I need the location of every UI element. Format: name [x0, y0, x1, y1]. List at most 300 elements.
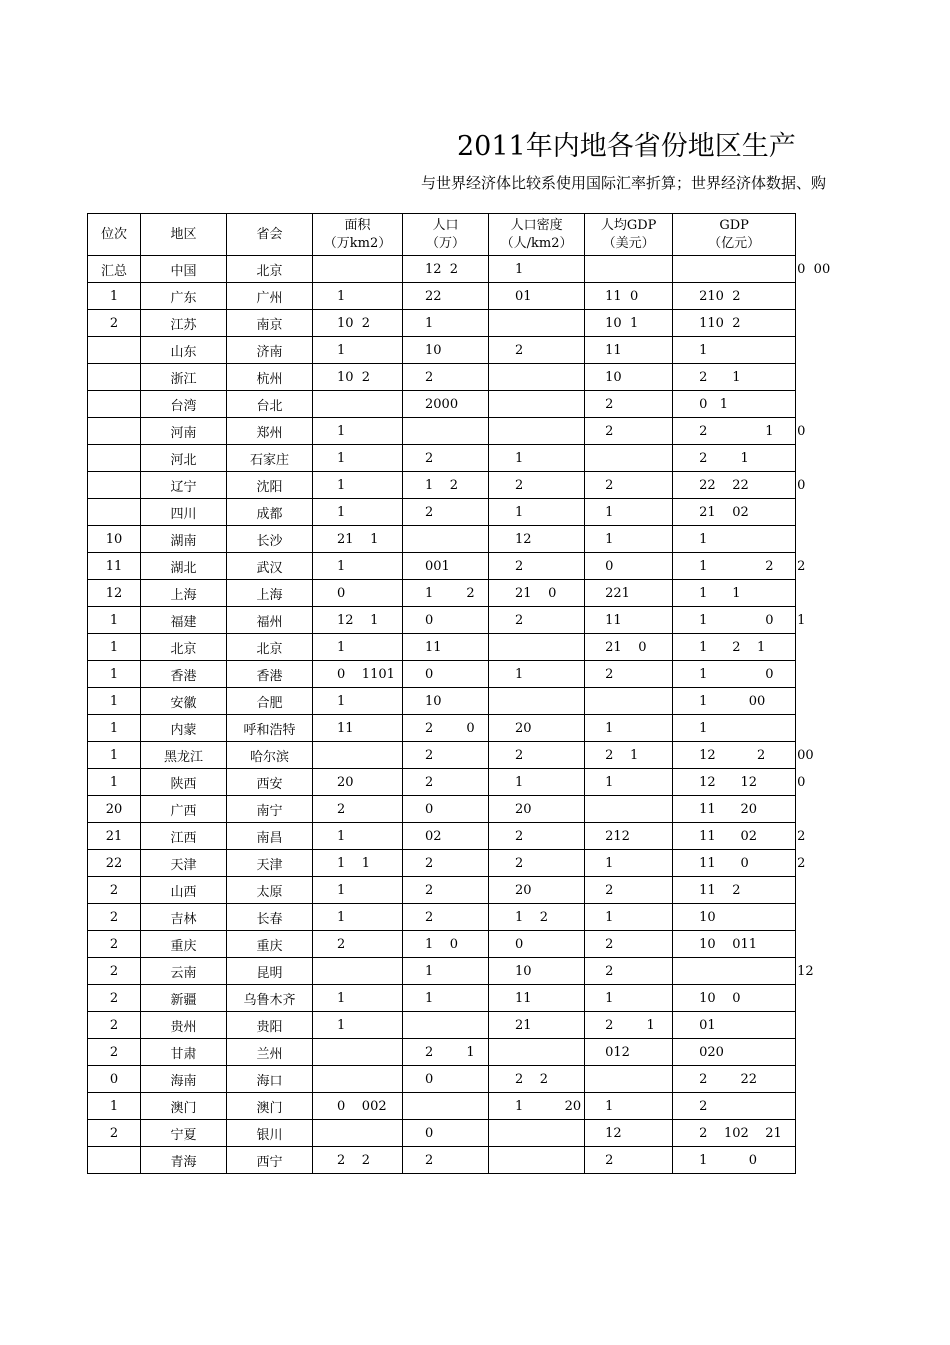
- cell-area: 1: [313, 634, 403, 661]
- cell-population: 0: [403, 661, 489, 688]
- cell-area: 0: [313, 580, 403, 607]
- cell-capital: 台北: [227, 391, 313, 418]
- cell-capital: 呼和浩特: [227, 715, 313, 742]
- cell-area: 1: [313, 553, 403, 580]
- cell-region: 湖北: [141, 553, 227, 580]
- col-header-gdp: [673, 214, 796, 256]
- cell-density: 20: [489, 877, 585, 904]
- cell-region: 河南: [141, 418, 227, 445]
- cell-region: 新疆: [141, 985, 227, 1012]
- cell-population: 1: [403, 985, 489, 1012]
- table-row: [88, 472, 796, 499]
- cell-gdp-per-capita: [585, 256, 673, 283]
- cell-population: 2 0: [403, 715, 489, 742]
- cell-density: [489, 1147, 585, 1174]
- gdp-value: 10: [699, 909, 716, 925]
- cell-region: 云南: [141, 958, 227, 985]
- cell-area: [313, 958, 403, 985]
- gdp-value: 2 102 21: [699, 1125, 782, 1141]
- cell-region: 吉林: [141, 904, 227, 931]
- cell-population: 2: [403, 1147, 489, 1174]
- cell-area: [313, 1039, 403, 1066]
- gdp-value: 10 0: [699, 990, 741, 1006]
- gdp-value: 1: [699, 720, 708, 736]
- cell-gdp-per-capita: 2: [585, 877, 673, 904]
- gdp-value: 210 2: [699, 288, 741, 304]
- cell-rank: 2: [88, 877, 141, 904]
- gdp-value: 2 1: [699, 369, 741, 385]
- cell-rank: 汇总: [88, 256, 141, 283]
- table-row: [88, 958, 796, 985]
- cell-gdp-per-capita: 10: [585, 364, 673, 391]
- cell-rank: 1: [88, 769, 141, 796]
- cell-rank: 2: [88, 958, 141, 985]
- cell-population: 2: [403, 850, 489, 877]
- table-row: [88, 715, 796, 742]
- cell-gdp-per-capita: 0: [585, 553, 673, 580]
- cell-density: 1: [489, 661, 585, 688]
- gdp-overflow-text: 2: [797, 829, 806, 844]
- cell-gdp: [673, 607, 806, 634]
- cell-gdp-per-capita: 2: [585, 661, 673, 688]
- cell-gdp: [673, 391, 796, 418]
- cell-gdp-per-capita: 1: [585, 1093, 673, 1120]
- cell-gdp-per-capita: 10 1: [585, 310, 673, 337]
- cell-rank: 1: [88, 634, 141, 661]
- cell-population: 0: [403, 1120, 489, 1147]
- gdp-value: 01: [699, 1017, 716, 1033]
- cell-capital: 兰州: [227, 1039, 313, 1066]
- cell-rank: 2: [88, 904, 141, 931]
- gdp-value: 1 00: [699, 693, 766, 709]
- cell-area: 1: [313, 823, 403, 850]
- gdp-value: 11 2: [699, 882, 741, 898]
- cell-rank: 1: [88, 1093, 141, 1120]
- cell-density: 12: [489, 526, 585, 553]
- cell-capital: 福州: [227, 607, 313, 634]
- cell-rank: [88, 391, 141, 418]
- cell-rank: 20: [88, 796, 141, 823]
- cell-gdp: [673, 877, 796, 904]
- cell-rank: 11: [88, 553, 141, 580]
- table-row: [88, 796, 796, 823]
- cell-rank: 22: [88, 850, 141, 877]
- cell-population: 0: [403, 607, 489, 634]
- cell-rank: 10: [88, 526, 141, 553]
- cell-capital: 长春: [227, 904, 313, 931]
- gdp-value: 2 22: [699, 1071, 758, 1087]
- cell-region: 甘肃: [141, 1039, 227, 1066]
- cell-population: 11: [403, 634, 489, 661]
- cell-population: 2: [403, 499, 489, 526]
- cell-area: 21 1: [313, 526, 403, 553]
- gdp-overflow-text: 0: [797, 775, 806, 790]
- cell-region: 河北: [141, 445, 227, 472]
- cell-gdp-per-capita: 1: [585, 985, 673, 1012]
- cell-area: 1: [313, 904, 403, 931]
- cell-density: 1 2: [489, 904, 585, 931]
- col-header-gdp-per-capita: [585, 214, 673, 256]
- cell-density: [489, 1039, 585, 1066]
- cell-density: 0: [489, 931, 585, 958]
- cell-gdp: [673, 499, 796, 526]
- cell-area: 20: [313, 769, 403, 796]
- cell-population: 10: [403, 688, 489, 715]
- cell-capital: 沈阳: [227, 472, 313, 499]
- cell-capital: 郑州: [227, 418, 313, 445]
- cell-population: 2: [403, 364, 489, 391]
- cell-population: 2000: [403, 391, 489, 418]
- cell-gdp-per-capita: 2 1: [585, 1012, 673, 1039]
- cell-gdp-per-capita: 2: [585, 931, 673, 958]
- cell-capital: 上海: [227, 580, 313, 607]
- cell-gdp-per-capita: 212: [585, 823, 673, 850]
- cell-gdp: [673, 364, 796, 391]
- cell-area: 1: [313, 1012, 403, 1039]
- cell-gdp-per-capita: 2 1: [585, 742, 673, 769]
- cell-gdp: [673, 526, 796, 553]
- col-header-area: [313, 214, 403, 256]
- cell-density: 20: [489, 796, 585, 823]
- cell-rank: 1: [88, 661, 141, 688]
- cell-capital: 南宁: [227, 796, 313, 823]
- cell-population: 0: [403, 796, 489, 823]
- cell-region: 黑龙江: [141, 742, 227, 769]
- cell-area: 10 2: [313, 310, 403, 337]
- cell-density: 1: [489, 256, 585, 283]
- cell-region: 福建: [141, 607, 227, 634]
- table-row: [88, 931, 796, 958]
- cell-rank: 1: [88, 283, 141, 310]
- cell-density: 01: [489, 283, 585, 310]
- col-header-population: [403, 214, 489, 256]
- cell-capital: 香港: [227, 661, 313, 688]
- table-row: [88, 1147, 796, 1174]
- cell-population: 001: [403, 553, 489, 580]
- cell-gdp-per-capita: 11 0: [585, 283, 673, 310]
- cell-region: 宁夏: [141, 1120, 227, 1147]
- cell-rank: 2: [88, 310, 141, 337]
- cell-density: 2: [489, 850, 585, 877]
- cell-area: [313, 1066, 403, 1093]
- cell-density: 2: [489, 553, 585, 580]
- table-row: [88, 823, 796, 850]
- table-row: [88, 1093, 796, 1120]
- cell-density: 2: [489, 337, 585, 364]
- cell-gdp-per-capita: 221: [585, 580, 673, 607]
- cell-density: 2: [489, 472, 585, 499]
- cell-gdp: [673, 472, 806, 499]
- gdp-value: 11 02: [699, 828, 758, 844]
- cell-area: 2: [313, 796, 403, 823]
- gdp-overflow-text: 12: [797, 964, 814, 979]
- cell-gdp: [673, 256, 831, 283]
- cell-density: [489, 688, 585, 715]
- cell-capital: 广州: [227, 283, 313, 310]
- gdp-value: 1 1: [699, 585, 741, 601]
- cell-area: [313, 256, 403, 283]
- cell-area: 1: [313, 418, 403, 445]
- table-header-row: [88, 214, 796, 256]
- cell-rank: [88, 472, 141, 499]
- table-row: [88, 688, 796, 715]
- gdp-value: 10 011: [699, 936, 758, 952]
- cell-region: 浙江: [141, 364, 227, 391]
- cell-area: 1: [313, 499, 403, 526]
- table-row: [88, 985, 796, 1012]
- area-header-line2: （万km2）: [323, 235, 392, 251]
- cell-density: 2 2: [489, 1066, 585, 1093]
- table-row: [88, 1012, 796, 1039]
- cell-rank: 1: [88, 688, 141, 715]
- cell-capital: 天津: [227, 850, 313, 877]
- cell-density: 10: [489, 958, 585, 985]
- gdp-value: 2 1: [699, 423, 774, 439]
- table-row: [88, 310, 796, 337]
- cell-density: 2: [489, 823, 585, 850]
- cell-rank: [88, 418, 141, 445]
- cell-region: 重庆: [141, 931, 227, 958]
- cell-gdp: [673, 985, 796, 1012]
- col-header-capital: 省会: [227, 214, 313, 256]
- cell-capital: 南京: [227, 310, 313, 337]
- cell-capital: 哈尔滨: [227, 742, 313, 769]
- cell-gdp-per-capita: 21 0: [585, 634, 673, 661]
- cell-population: 02: [403, 823, 489, 850]
- cell-region: 上海: [141, 580, 227, 607]
- cell-gdp-per-capita: 1: [585, 769, 673, 796]
- pop-header-line1: 人口: [432, 217, 459, 233]
- cell-gdp: [673, 1147, 796, 1174]
- cell-gdp-per-capita: 2: [585, 472, 673, 499]
- area-header-line1: 面积: [344, 217, 371, 233]
- table-row: [88, 256, 796, 283]
- cell-density: 1 20: [489, 1093, 585, 1120]
- cell-population: 2: [403, 769, 489, 796]
- page-subtitle: 与世界经济体比较系使用国际汇率折算；世界经济体数据、购: [421, 174, 827, 192]
- cell-gdp: [673, 904, 796, 931]
- gdp-overflow-text: 00: [797, 748, 814, 763]
- cell-gdp-per-capita: [585, 688, 673, 715]
- table-row: [88, 742, 796, 769]
- cell-rank: 2: [88, 1039, 141, 1066]
- cell-capital: 武汉: [227, 553, 313, 580]
- cell-gdp: [673, 1039, 796, 1066]
- cell-rank: 2: [88, 1120, 141, 1147]
- cell-area: 12 1: [313, 607, 403, 634]
- table-row: [88, 634, 796, 661]
- cell-rank: [88, 337, 141, 364]
- cell-density: [489, 391, 585, 418]
- cell-gdp-per-capita: 1: [585, 715, 673, 742]
- cell-capital: 西安: [227, 769, 313, 796]
- cell-area: 2 2: [313, 1147, 403, 1174]
- cell-capital: 海口: [227, 1066, 313, 1093]
- table-row: [88, 283, 796, 310]
- cell-population: 2: [403, 742, 489, 769]
- cell-population: 2: [403, 877, 489, 904]
- cell-gdp: [673, 418, 806, 445]
- cell-rank: 2: [88, 931, 141, 958]
- cell-density: [489, 364, 585, 391]
- cell-population: 2 1: [403, 1039, 489, 1066]
- cell-gdp-per-capita: 1: [585, 850, 673, 877]
- cell-gdp: [673, 769, 806, 796]
- cell-gdp-per-capita: 1: [585, 526, 673, 553]
- cell-capital: 北京: [227, 256, 313, 283]
- gdp-overflow-text: 2: [797, 856, 806, 871]
- gdp-value: 2: [699, 1098, 708, 1114]
- cell-gdp-per-capita: 2: [585, 418, 673, 445]
- cell-rank: 1: [88, 715, 141, 742]
- cell-capital: 太原: [227, 877, 313, 904]
- cell-gdp: [673, 1120, 796, 1147]
- cell-area: 1: [313, 337, 403, 364]
- cell-population: 1: [403, 310, 489, 337]
- cell-gdp: [673, 310, 796, 337]
- cell-region: 天津: [141, 850, 227, 877]
- cell-density: 21: [489, 1012, 585, 1039]
- gdp-value: 1 0: [699, 1152, 758, 1168]
- gdp-value: 21 02: [699, 504, 749, 520]
- cell-region: 广东: [141, 283, 227, 310]
- cell-gdp-per-capita: 2: [585, 1147, 673, 1174]
- cell-gdp: [673, 1066, 796, 1093]
- density-header-line1: 人口密度: [510, 217, 563, 233]
- cell-rank: [88, 1147, 141, 1174]
- cell-rank: 0: [88, 1066, 141, 1093]
- cell-density: [489, 310, 585, 337]
- cell-rank: [88, 364, 141, 391]
- cell-density: 1: [489, 499, 585, 526]
- gdp-overflow-text: 0: [797, 478, 806, 493]
- gdp-overflow-text: 1: [797, 613, 806, 628]
- cell-gdp: [673, 337, 796, 364]
- cell-gdp: [673, 688, 796, 715]
- cell-area: 1 1: [313, 850, 403, 877]
- table-row: [88, 418, 796, 445]
- gdp-header-line2: （亿元）: [708, 235, 761, 251]
- cell-region: 澳门: [141, 1093, 227, 1120]
- table-row: [88, 1120, 796, 1147]
- table-body: [88, 256, 831, 1174]
- cell-density: [489, 634, 585, 661]
- table-row: [88, 445, 796, 472]
- cell-population: 10: [403, 337, 489, 364]
- cell-area: 2: [313, 931, 403, 958]
- cell-region: 山东: [141, 337, 227, 364]
- cell-density: 1: [489, 445, 585, 472]
- gdp-value: 11 20: [699, 801, 758, 817]
- gdp-value: 2 1: [699, 450, 749, 466]
- cell-gdp: [673, 661, 796, 688]
- gdp-value: 1 2 1: [699, 639, 766, 655]
- cell-area: 1: [313, 283, 403, 310]
- cell-capital: 济南: [227, 337, 313, 364]
- table-row: [88, 661, 796, 688]
- cell-region: 江苏: [141, 310, 227, 337]
- cell-region: 山西: [141, 877, 227, 904]
- table-row: [88, 850, 796, 877]
- cell-capital: 北京: [227, 634, 313, 661]
- table-row: [88, 580, 796, 607]
- cell-population: 2: [403, 904, 489, 931]
- gdp-value: 020: [699, 1044, 724, 1060]
- cell-population: [403, 418, 489, 445]
- gdppc-header-line1: 人均GDP: [600, 217, 657, 233]
- cell-gdp: [673, 850, 806, 877]
- cell-area: 0 1101: [313, 661, 403, 688]
- cell-region: 贵州: [141, 1012, 227, 1039]
- table-row: [88, 364, 796, 391]
- cell-capital: 贵阳: [227, 1012, 313, 1039]
- cell-density: [489, 418, 585, 445]
- gdp-overflow-text: 2: [797, 559, 806, 574]
- col-header-region: 地区: [141, 214, 227, 256]
- cell-population: 2: [403, 445, 489, 472]
- cell-region: 内蒙: [141, 715, 227, 742]
- table-row: [88, 553, 796, 580]
- cell-area: 0 002: [313, 1093, 403, 1120]
- cell-gdp: [673, 1093, 796, 1120]
- cell-area: 1: [313, 688, 403, 715]
- cell-rank: [88, 499, 141, 526]
- table-row: [88, 607, 796, 634]
- cell-capital: 澳门: [227, 1093, 313, 1120]
- gdp-value: 1: [699, 342, 708, 358]
- cell-rank: 12: [88, 580, 141, 607]
- cell-rank: 2: [88, 1012, 141, 1039]
- cell-capital: 重庆: [227, 931, 313, 958]
- cell-capital: 杭州: [227, 364, 313, 391]
- cell-gdp-per-capita: 11: [585, 337, 673, 364]
- cell-region: 海南: [141, 1066, 227, 1093]
- gdp-value: 1 2: [699, 558, 774, 574]
- cell-density: 11: [489, 985, 585, 1012]
- gdp-value: 110 2: [699, 315, 741, 331]
- cell-capital: 长沙: [227, 526, 313, 553]
- cell-rank: 21: [88, 823, 141, 850]
- cell-rank: 2: [88, 985, 141, 1012]
- cell-area: 1: [313, 985, 403, 1012]
- cell-density: 20: [489, 715, 585, 742]
- cell-gdp: [673, 634, 796, 661]
- cell-area: [313, 742, 403, 769]
- cell-region: 香港: [141, 661, 227, 688]
- cell-gdp: [673, 580, 796, 607]
- table-row: [88, 526, 796, 553]
- cell-gdp: [673, 1012, 796, 1039]
- cell-population: [403, 1012, 489, 1039]
- cell-gdp-per-capita: [585, 445, 673, 472]
- table-row: [88, 904, 796, 931]
- gdp-value: 1: [699, 531, 708, 547]
- cell-gdp: [673, 931, 796, 958]
- cell-capital: 银川: [227, 1120, 313, 1147]
- cell-area: 11: [313, 715, 403, 742]
- cell-gdp-per-capita: 12: [585, 1120, 673, 1147]
- cell-region: 陕西: [141, 769, 227, 796]
- cell-population: 1 2: [403, 472, 489, 499]
- table-row: [88, 1039, 796, 1066]
- cell-population: 1 2: [403, 580, 489, 607]
- cell-capital: 南昌: [227, 823, 313, 850]
- cell-gdp-per-capita: 11: [585, 607, 673, 634]
- cell-gdp-per-capita: 2: [585, 958, 673, 985]
- table-row: [88, 391, 796, 418]
- cell-region: 中国: [141, 256, 227, 283]
- cell-area: 10 2: [313, 364, 403, 391]
